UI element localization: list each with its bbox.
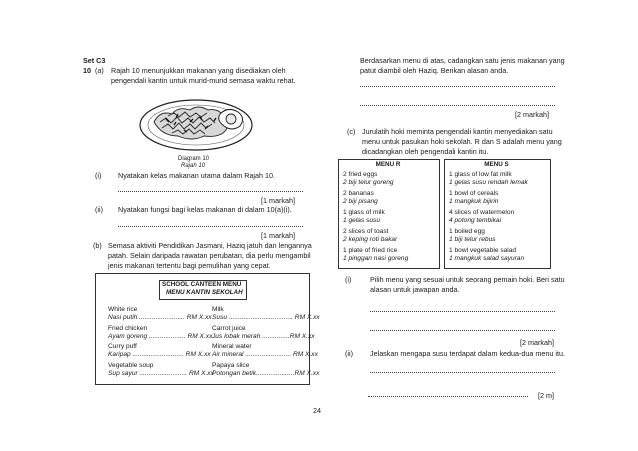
menu-s-item-2-en: 4 slices of watermelon <box>449 209 515 216</box>
question-part-a-label: (a) <box>95 66 104 75</box>
menu-r-item-4-en: 1 plate of fried rice <box>343 247 398 254</box>
q-c-line-2: menu untuk pasukan hoki sekolah. R dan S adalah menu yang <box>362 137 562 146</box>
canteen-right-item-0-en: Milk <box>212 306 224 313</box>
menu-s-item-4-en: 1 bowl vegetable salad <box>449 247 517 254</box>
b-followup-line-1: Berdasarkan menu di atas, cadangkan satu jenis makanan yang <box>360 56 565 65</box>
set-label: Set C3 <box>83 56 106 65</box>
q-b-line-2: patah. Selain daripada rawatan perubatan, dia perlu mengambil <box>108 251 311 260</box>
q-c-i-line-1: Pilih menu yang sesuai untuk seorang pemain hoki. Beri satu <box>370 275 565 284</box>
food-plate-illustration <box>138 92 256 154</box>
q-c-i-line-2: alasan untuk jawapan anda. <box>370 285 460 294</box>
menu-r-title: MENU R <box>375 161 401 168</box>
q-a-i-label: (i) <box>95 171 102 180</box>
canteen-right-item-3-ms: Potongan betik.....................RM X.xx <box>212 369 320 377</box>
canteen-right-item-3-en: Papaya slice <box>212 361 250 369</box>
answer-line-b-2[interactable] <box>360 105 555 106</box>
q-a-ii-text: Nyatakan fungsi bagi kelas makanan di dalam 10(a)(i). <box>118 205 292 214</box>
canteen-right-item-0-ms: Susu ................................... RM X.xx <box>212 314 320 321</box>
canteen-left-item-3-en: Vegetable soup <box>108 361 154 369</box>
intro-line-1: Rajah 10 menunjukkan makanan yang disediakan oleh <box>111 66 286 75</box>
q-a-i-text: Nyatakan kelas makanan utama dalam Rajah 10. <box>118 171 276 180</box>
answer-line-c-i-2[interactable] <box>370 330 555 331</box>
q-b-line-3: jenis makanan tertentu bagi pemulihan yang cepat. <box>108 261 271 270</box>
canteen-left-item-1-en: Fried chicken <box>108 324 148 332</box>
menu-s-item-0-en: 1 glass of low fat milk <box>449 171 512 178</box>
canteen-right-item-2-ms: Air mineral ......................... RM X.xx <box>212 351 318 358</box>
canteen-menu-title-en: SCHOOL CANTEEN MENU <box>162 281 242 288</box>
question-number: 10 <box>83 66 91 75</box>
menu-s-item-2-ms: 4 potong tembikai <box>449 217 502 224</box>
answer-line-c-ii-1[interactable] <box>370 372 555 373</box>
q-b-label: (b) <box>93 241 102 250</box>
canteen-left-item-2-en: Curry puff <box>108 343 137 350</box>
diagram-caption-ms: Rajah 10 <box>181 163 206 169</box>
q-c-line-1: Jurulatih hoki meminta pengendali kantin menyediakan satu <box>362 127 553 136</box>
canteen-left-item-0-ms: Nasi putih ......................... RM X.xx <box>108 314 212 321</box>
answer-line-a-i[interactable] <box>118 191 303 192</box>
menu-r-item-1-en: 2 bananas <box>343 190 374 197</box>
answer-line-b-1[interactable] <box>360 86 555 87</box>
canteen-menu-title-ms: MENU KANTIN SEKOLAH <box>166 289 243 296</box>
menu-s-item-4-ms: 1 mangkuk salad sayuran <box>449 255 525 262</box>
canteen-right-item-1-ms: Jus lobak merah ...............RM X.xx <box>212 332 315 340</box>
b-followup-line-2: patut diambil oleh Haziq. Berikan alasan anda. <box>360 66 509 75</box>
menu-r-item-2-en: 1 glass of milk <box>343 209 385 216</box>
mark-c-i: [2 markah] <box>520 338 554 347</box>
diagram-caption-en: Diagram 10 <box>178 156 210 162</box>
canteen-left-item-0-en: White rice <box>108 306 138 313</box>
canteen-right-item-2-en: Mineral water <box>212 343 252 350</box>
menu-s-item-1-ms: 1 mangkuk bijirin <box>449 198 499 205</box>
menu-s-title: MENU S <box>484 161 509 168</box>
menu-s-item-1-en: 1 bowl of cereals <box>449 190 499 197</box>
mark-c-ii: [2 m] <box>538 391 554 400</box>
menu-r-item-2-ms: 1 gelas susu <box>343 217 381 224</box>
q-c-ii-label: (ii) <box>345 349 353 358</box>
menu-r-item-1-ms: 2 biji pisang <box>343 198 378 205</box>
canteen-left-item-1-ms: Ayam goreng .................... RM X.xx <box>108 332 213 340</box>
q-a-ii-label: (ii) <box>95 205 103 214</box>
answer-line-a-ii[interactable] <box>118 226 303 227</box>
menu-r-item-0-en: 2 fried eggs <box>343 171 378 178</box>
q-c-i-label: (i) <box>345 275 352 284</box>
canteen-right-item-1-en: Carrot juice <box>212 324 246 332</box>
q-c-label: (c) <box>347 127 356 136</box>
q-c-line-3: dicadangkan oleh pengendali kantin itu. <box>362 147 489 156</box>
page-number: 24 <box>313 406 321 415</box>
menu-s-item-3-ms: 1 biji telur rebus <box>449 236 496 243</box>
answer-line-c-ii-2[interactable] <box>368 396 528 397</box>
q-b-line-1: Semasa aktiviti Pendidikan Jasmani, Haziq jatuh dan lengannya <box>108 241 312 250</box>
answer-line-c-i-1[interactable] <box>370 311 555 312</box>
canteen-left-item-2-ms: Karipap ............................ RM X.xx <box>108 351 211 358</box>
menu-s-item-0-ms: 1 gelas susu rendah lemak <box>449 179 528 186</box>
menu-r-item-0-ms: 2 biji telur goreng <box>343 179 394 186</box>
mark-a-ii: [1 markah] <box>261 231 295 240</box>
intro-line-2: pengendali kantin untuk murid-murid semasa waktu rehat. <box>111 76 296 85</box>
q-c-ii-text: Jelaskan mengapa susu terdapat dalam kedua-dua menu itu. <box>370 349 565 358</box>
menu-s-item-3-en: 1 boiled egg <box>449 228 485 235</box>
menu-r-item-3-en: 2 slices of toast <box>343 228 389 235</box>
menu-r-item-3-ms: 2 keping roti bakar <box>343 236 398 243</box>
menu-r-item-4-ms: 1 pinggan nasi goreng <box>343 255 409 262</box>
mark-a-i: [1 markah] <box>261 196 295 205</box>
canteen-left-item-3-ms: Sup sayur .......................... RM X.xx <box>108 369 214 377</box>
mark-b: [2 markah] <box>515 110 549 119</box>
